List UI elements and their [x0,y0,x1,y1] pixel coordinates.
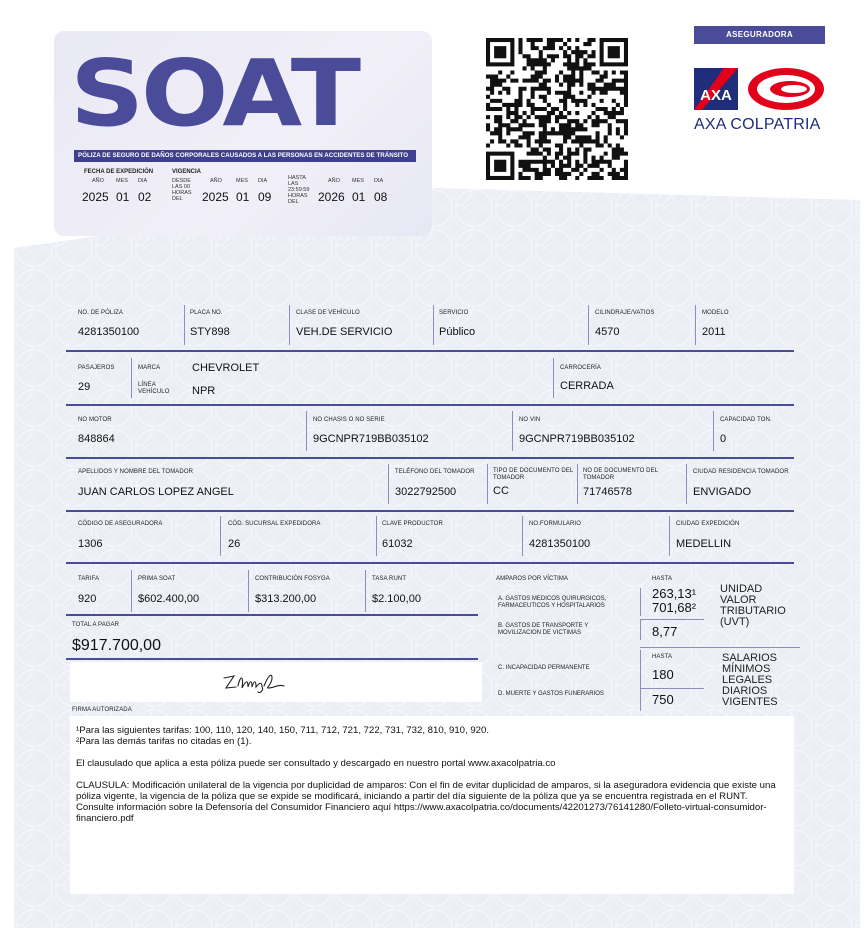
capacity: 0 [720,433,727,445]
from-year: 2025 [202,190,229,204]
coverage-up-to-label-2: HASTA [652,654,673,660]
body-type: CERRADA [560,380,614,392]
divider [289,305,290,345]
producer-key-label: CLAVE PRODUCTOR [382,521,443,527]
policy-subtitle: PÓLIZA DE SEGURO DE DAÑOS CORPORALES CAUSADOS A LAS PERSONAS EN ACCIDENTES DE TRÁNSITO [74,150,416,162]
coverage-c-value: 180 [652,667,674,682]
doc-number-label: NO DE DOCUMENTO DEL TOMADOR [583,468,658,481]
doc-type: CC [493,485,509,497]
rate-label: TARIFA [78,576,100,582]
qr-finder-pattern [486,38,514,66]
row-separator [66,658,478,660]
note-ombudsman-link: Consulte información sobre la Defensoría del Consumidor Financiero aquí https://www.axacolpatria.co/documents/42201273/76141280/Folleto-virtual-consumidor-financiero.pdf [76,802,767,824]
passengers: 29 [78,381,91,393]
row-separator [66,510,794,512]
service-label: SERVICIO [439,310,469,316]
insurer-code-label: CÓDIGO DE ASEGURADORA [78,521,163,527]
coverage-b-value: 8,77 [652,624,678,639]
coverage-title: AMPAROS POR VÍCTIMA [496,576,569,582]
vehicle-line: NPR [192,385,216,397]
divider [640,650,641,688]
row-separator [66,614,478,616]
divider [512,411,513,451]
plate-number: STY898 [190,326,230,338]
divider [131,570,132,612]
row-separator [66,350,794,352]
divider [669,516,670,556]
issue-city-label: CIUDAD EXPEDICIÓN [676,521,740,527]
to-month-label: MES [352,178,364,184]
service-type: Público [439,326,476,338]
row-separator [640,647,800,648]
policyholder-name: JUAN CARLOS LOPEZ ANGEL [78,486,234,498]
coverage-b: B. GASTOS DE TRANSPORTE Y MOVILIZACION DE VICTIMAS [498,623,589,636]
from-year-label: AÑO [210,178,222,184]
doc-type-label: TIPO DE DOCUMENTO DEL TOMADOR [493,468,574,481]
to-month: 01 [352,190,366,204]
divider [184,305,185,345]
soat-logo: SOAT [70,40,358,147]
row-separator [66,404,794,406]
divider [640,689,641,711]
divider [365,570,366,612]
insurer-name: AXA COLPATRIA [694,116,821,133]
fosyga-contribution: $313.200,00 [255,593,317,605]
chassis-label: NO CHASIS O NO SERIE [313,417,385,423]
from-day: 09 [258,190,272,204]
engine-label: NO MOTOR [78,417,112,423]
qr-finder-pattern [600,38,628,66]
brand-label: MARCA [138,365,161,371]
to-year: 2026 [318,190,345,204]
divider [376,516,377,556]
expedition-date-label: FECHA DE EXPEDICIÓN [84,169,154,175]
divider [695,305,696,345]
smldv-unit: SALARIOS MÍNIMOS LEGALES DIARIOS VIGENTES [722,652,778,708]
vehicle-class: VEH.DE SERVICIO [296,326,393,338]
coverage-up-to-label: HASTA [652,576,673,582]
premium-label: PRIMA SOAT [138,576,176,582]
line-label: LÍNEA VEHÍCULO [138,382,170,395]
total-label: TOTAL A PAGAR [72,622,120,628]
from-month: 01 [236,190,250,204]
divider [388,464,389,504]
runt-label: TASA RUNT [372,576,407,582]
residence-city: ENVIGADO [693,486,752,498]
row-separator [66,457,794,459]
note-clauses-link: El clausulado que aplica a esta póliza puede ser consultado y descargado en nuestro portal www.axacolpatria.co [76,758,556,769]
validity-label: VIGENCIA [172,169,202,175]
phone-number: 3022792500 [395,486,457,498]
displacement-label: CILINDRAJE/VATIOS [595,310,655,316]
to-day: 08 [374,190,388,204]
doc-number: 71746578 [583,486,632,498]
policy-notes [70,716,794,894]
displacement: 4570 [595,326,620,338]
vin-number: 9GCNPR719BB035102 [519,433,635,445]
divider [220,516,221,556]
exp-day-label: DIA [138,178,148,184]
model-year: 2011 [702,326,726,338]
divider [640,588,641,616]
form-number-label: NO.FORMULARIO [529,521,581,527]
policy-number-label: NO. DE PÓLIZA [78,310,123,316]
branch-code: 26 [228,538,241,550]
note-tariff-1: ¹Para las siguientes tarifas: 100, 110, 120, 140, 150, 711, 712, 721, 722, 731, 732, 810, 910, 920. [76,725,490,736]
to-year-label: AÑO [328,178,340,184]
fosyga-label: CONTRIBUCIÓN FOSYGA [255,576,330,582]
coverage-d-value: 750 [652,692,674,707]
exp-year: 2025 [82,190,109,204]
axa-logo-icon [694,68,738,110]
from-month-label: MES [236,178,248,184]
divider [640,620,641,640]
note-duplicity-clause: CLAUSULA: Modificación unilateral de la vigencia por duplicidad de amparos: Con el fin de evitar duplicidad de amparos, si la aseguradora evidencia que existe una póliza vigente, la vigencia de la póliza que se expide se modificará, iniciando a partir del día siguiente de la póliza que ya se encuentra registrada en el RUNT. [76,780,776,802]
colpatria-logo-icon [746,66,826,112]
issue-city: MEDELLIN [676,538,732,550]
vehicle-class-label: CLASE DE VEHÍCULO [296,310,360,316]
policyholder-label: APELLIDOS Y NOMBRE DEL TOMADOR [78,469,194,475]
from-label: DESDE LAS 00 HORAS DEL [172,178,192,202]
divider [522,516,523,556]
divider [577,464,578,504]
capacity-label: CAPACIDAD TON. [720,417,772,423]
premium: $602.400,00 [138,593,200,605]
to-label: HASTA LAS 23:59:59 HORAS DEL [288,175,310,205]
signature-image [220,668,296,696]
rate: 920 [78,593,97,605]
residence-label: CIUDAD RESIDENCIA TOMADOR [693,469,789,475]
divider [306,411,307,451]
exp-day: 02 [138,190,152,204]
insurer-code: 1306 [78,538,103,550]
divider [713,411,714,451]
coverage-d: D. MUERTE Y GASTOS FUNERARIOS [498,691,604,697]
producer-key: 61032 [382,538,413,550]
divider [131,358,132,398]
signature-label: FIRMA AUTORIZADA [72,707,132,713]
insurer-tag: ASEGURADORA [694,26,825,44]
form-number: 4281350100 [529,538,591,550]
passengers-label: PASAJEROS [78,365,115,371]
divider [553,358,554,398]
divider [686,464,687,504]
from-day-label: DIA [258,178,268,184]
uvt-unit: UNIDAD VALOR TRIBUTARIO (UVT) [720,583,786,628]
row-separator [640,619,704,620]
divider [248,570,249,612]
divider [433,305,434,345]
qr-finder-pattern [486,152,514,180]
exp-month-label: MES [116,178,128,184]
chassis-number: 9GCNPR719BB035102 [313,433,429,445]
divider [487,464,488,504]
plate-label: PLACA NO. [190,310,223,316]
vehicle-brand: CHEVROLET [192,362,260,374]
vin-label: NO VIN [519,417,541,423]
to-day-label: DIA [374,178,384,184]
row-separator [640,688,704,689]
exp-year-label: AÑO [92,178,104,184]
body-label: CARROCERÍA [560,365,602,371]
note-tariff-2: ²Para las demás tarifas no citadas en (1). [76,736,252,747]
branch-label: CÓD. SUCURSAL EXPEDIDORA [228,521,321,527]
model-label: MODELO [702,310,729,316]
exp-month: 01 [116,190,130,204]
policy-number: 4281350100 [78,326,140,338]
phone-label: TELÉFONO DEL TOMADOR [395,469,475,475]
axa-logo-text: AXA [700,87,732,104]
divider [588,305,589,345]
coverage-a-value: 263,13¹ 701,68² [652,586,697,615]
total-amount: $917.700,00 [72,637,161,654]
runt-fee: $2.100,00 [372,593,421,605]
coverage-a: A. GASTOS MEDICOS QUIRURGICOS, FARMACEUTICOS Y HOSPITALARIOS [498,596,607,609]
engine-number: 848864 [78,433,115,445]
coverage-c: C. INCAPACIDAD PERMANENTE [498,665,590,671]
row-separator [66,562,794,564]
qr-code [486,38,628,180]
